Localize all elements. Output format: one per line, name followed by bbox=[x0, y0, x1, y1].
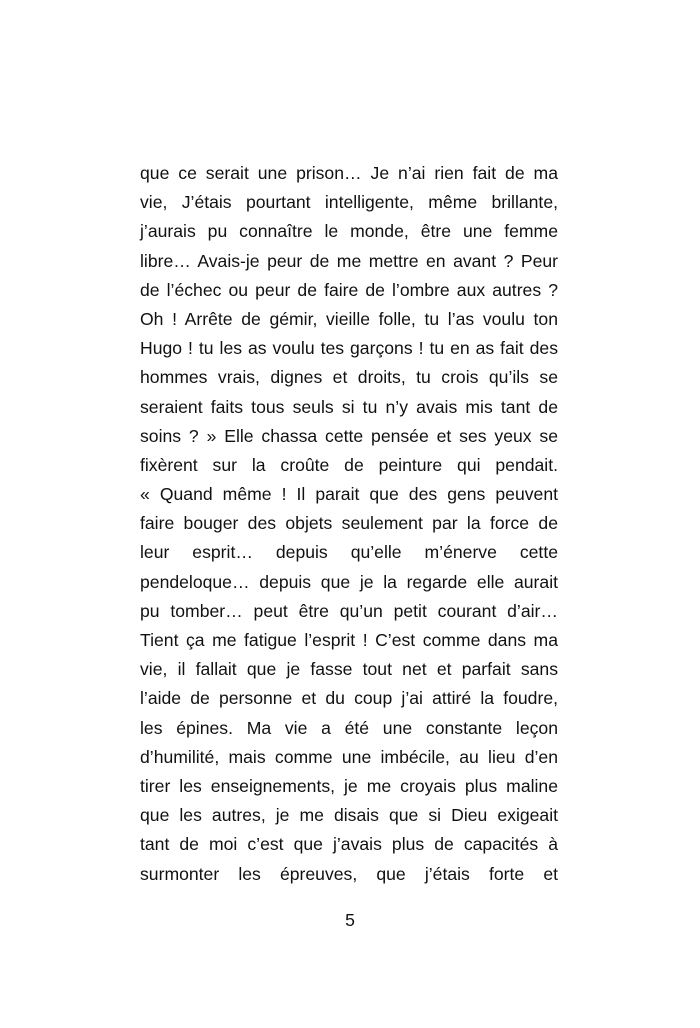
body-text bbox=[140, 159, 558, 889]
text-line: soins ? » Elle chassa cette pensée et ses yeux se bbox=[140, 425, 558, 446]
text-line: « Quand même ! Il parait que des gens peuvent bbox=[140, 484, 558, 505]
text-line: Oh ! Arrête de gémir, vieille folle, tu l’as voulu ton bbox=[140, 308, 558, 329]
text-line: de l’échec ou peur de faire de l’ombre aux autres ? bbox=[140, 279, 558, 300]
text-line: les épines. Ma vie a été une constante leçon bbox=[140, 717, 558, 738]
text-line: pendeloque… depuis que je la regarde elle aurait bbox=[140, 571, 558, 592]
text-line: que les autres, je me disais que si Dieu exigeait bbox=[140, 805, 558, 826]
text-line: tirer les enseignements, je me croyais plus maline bbox=[140, 775, 558, 796]
text-line: surmonter les épreuves, que j’étais forte et bbox=[140, 863, 558, 884]
text-line: leur esprit… depuis qu’elle m’énerve cette bbox=[140, 542, 558, 563]
text-line: d’humilité, mais comme une imbécile, au lieu d’en bbox=[140, 746, 558, 767]
page-number: 5 bbox=[345, 910, 355, 930]
text-line: faire bouger des objets seulement par la force de bbox=[140, 513, 558, 534]
text-line: vie, J’étais pourtant intelligente, même brillante, bbox=[140, 192, 558, 213]
text-line: j’aurais pu connaître le monde, être une femme bbox=[140, 221, 558, 242]
text-line: seraient faits tous seuls si tu n’y avais mis tant de bbox=[140, 396, 558, 417]
text-line: que ce serait une prison… Je n’ai rien fait de ma bbox=[140, 163, 558, 183]
text-line: pu tomber… peut être qu’un petit courant d’air… bbox=[140, 600, 558, 621]
text-line: libre… Avais-je peur de me mettre en avant ? Peur bbox=[140, 250, 558, 271]
text-line: fixèrent sur la croûte de peinture qui pendait. bbox=[140, 454, 558, 475]
text-line: l’aide de personne et du coup j’ai attiré la foudre, bbox=[140, 688, 558, 709]
text-line: vie, il fallait que je fasse tout net et parfait sans bbox=[140, 659, 558, 680]
text-line: Tient ça me fatigue l’esprit ! C’est comme dans ma bbox=[140, 630, 558, 650]
text-line: hommes vrais, dignes et droits, tu crois qu’ils se bbox=[140, 367, 558, 388]
text-line: Hugo ! tu les as voulu tes garçons ! tu en as fait des bbox=[140, 338, 558, 359]
text-line: tant de moi c’est que j’avais plus de capacités à bbox=[140, 834, 558, 855]
